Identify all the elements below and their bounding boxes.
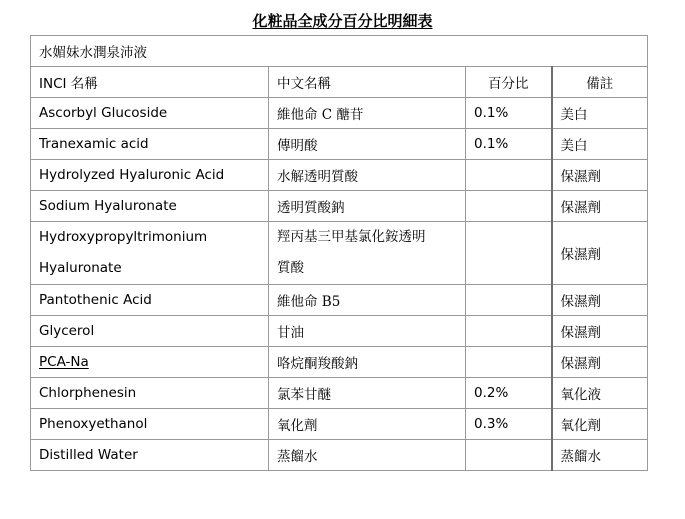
table-row xyxy=(31,285,648,316)
percentage-cell: 0.2% xyxy=(466,378,552,409)
notes-cell: 保濕劑 xyxy=(552,160,648,191)
header-inci: INCI 名稱 xyxy=(31,67,269,98)
percentage-cell xyxy=(466,316,552,347)
notes-cell: 保濕劑 xyxy=(552,191,648,222)
percentage-cell: 0.1% xyxy=(466,129,552,160)
notes-cell: 氧化劑 xyxy=(552,409,648,440)
inci-cell xyxy=(31,347,269,378)
table-row xyxy=(31,160,648,191)
chinese-name-line: 質酸 xyxy=(277,260,304,276)
document-title: 化粧品全成分百分比明細表 xyxy=(252,12,433,30)
chinese-name-cell: 氯苯甘醚 xyxy=(269,378,466,409)
header-row xyxy=(31,67,648,98)
notes-cell: 氧化液 xyxy=(552,378,648,409)
inci-cell: Chlorphenesin xyxy=(31,378,269,409)
header-percentage: 百分比 xyxy=(466,67,552,98)
chinese-name-cell: 蒸餾水 xyxy=(269,440,466,471)
inci-cell: Glycerol xyxy=(31,316,269,347)
header-chinese-name: 中文名稱 xyxy=(269,67,466,98)
percentage-cell xyxy=(466,191,552,222)
table-row xyxy=(31,347,648,378)
percentage-cell: 0.3% xyxy=(466,409,552,440)
inci-cell xyxy=(31,222,269,285)
inci-line: Hyaluronate xyxy=(39,260,122,276)
notes-cell: 保濕劑 xyxy=(552,222,648,285)
percentage-cell xyxy=(466,222,552,285)
percentage-cell: 0.1% xyxy=(466,98,552,129)
percentage-cell xyxy=(466,160,552,191)
inci-cell: Tranexamic acid xyxy=(31,129,269,160)
percentage-cell xyxy=(466,285,552,316)
inci-cell: Phenoxyethanol xyxy=(31,409,269,440)
table-row xyxy=(31,409,648,440)
chinese-name-cell xyxy=(269,222,466,285)
chinese-name-cell: 氧化劑 xyxy=(269,409,466,440)
table-row xyxy=(31,129,648,160)
table-row xyxy=(31,316,648,347)
chinese-name-cell: 透明質酸鈉 xyxy=(269,191,466,222)
product-name: 水媚妹水潤泉沛液 xyxy=(31,36,648,67)
chinese-name-cell: 維他命 C 醣苷 xyxy=(269,98,466,129)
inci-cell: Sodium Hyaluronate xyxy=(31,191,269,222)
chinese-name-cell: 傳明酸 xyxy=(269,129,466,160)
notes-cell: 保濕劑 xyxy=(552,347,648,378)
notes-cell: 蒸餾水 xyxy=(552,440,648,471)
ingredients-table xyxy=(30,35,648,471)
inci-line: Hydroxypropyltrimonium xyxy=(39,229,208,245)
notes-cell: 美白 xyxy=(552,98,648,129)
inci-cell: Ascorbyl Glucoside xyxy=(31,98,269,129)
percentage-cell xyxy=(466,440,552,471)
table-row xyxy=(31,378,648,409)
inci-cell: Distilled Water xyxy=(31,440,269,471)
chinese-name-cell: 水解透明質酸 xyxy=(269,160,466,191)
inci-link-text: PCA-Na xyxy=(39,354,89,370)
table-row xyxy=(31,191,648,222)
inci-cell: Hydrolyzed Hyaluronic Acid xyxy=(31,160,269,191)
notes-cell: 保濕劑 xyxy=(552,285,648,316)
notes-cell: 美白 xyxy=(552,129,648,160)
notes-cell: 保濕劑 xyxy=(552,316,648,347)
chinese-name-cell: 甘油 xyxy=(269,316,466,347)
chinese-name-line: 羥丙基三甲基氯化銨透明 xyxy=(277,229,426,245)
chinese-name-cell: 咯烷酮羧酸鈉 xyxy=(269,347,466,378)
header-notes: 備註 xyxy=(552,67,648,98)
chinese-name-cell: 維他命 B5 xyxy=(269,285,466,316)
table-row xyxy=(31,222,648,285)
table-row xyxy=(31,440,648,471)
percentage-cell xyxy=(466,347,552,378)
inci-cell: Pantothenic Acid xyxy=(31,285,269,316)
table-row xyxy=(31,98,648,129)
product-name-row xyxy=(31,36,648,67)
